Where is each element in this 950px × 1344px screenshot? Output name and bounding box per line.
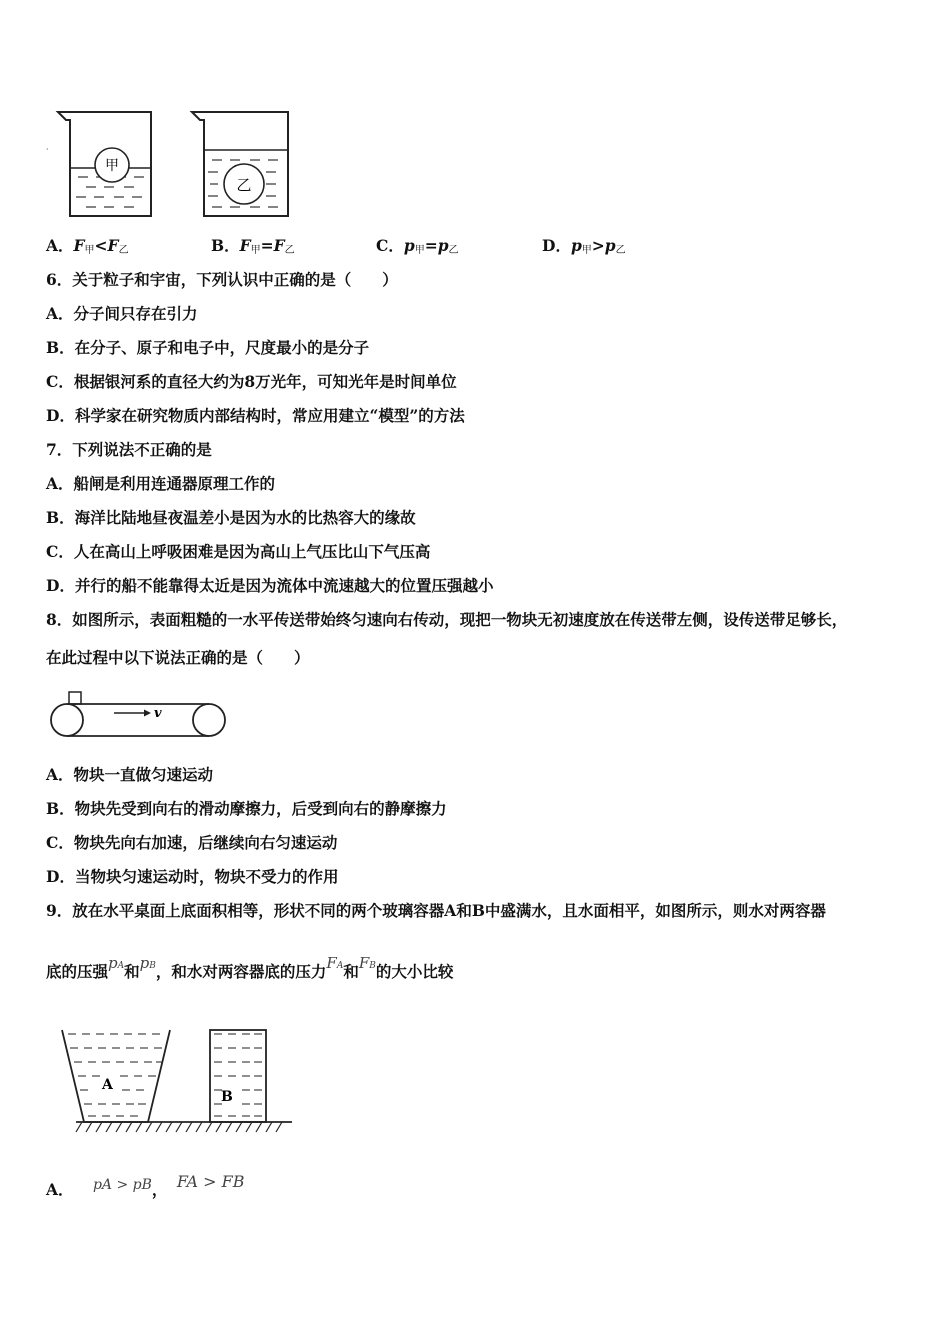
q8-option-a[interactable]: A．物块一直做匀速运动: [46, 765, 214, 784]
q5-option-b[interactable]: B．$F_甲=F_乙$: [211, 236, 295, 256]
q5-option-d[interactable]: D．$p_甲>p_乙$: [542, 236, 626, 256]
velocity-label: v: [154, 706, 162, 721]
q7-stem: 7．下列说法不正确的是: [46, 440, 212, 459]
q9-stem-line1: 9．放在水平桌面上底面积相等，形状不同的两个玻璃容器A和B中盛满水，且水面相平，如图所示，则水对两容器: [46, 901, 826, 920]
q6-option-d[interactable]: D．科学家在研究物质内部结构时，常应用建立“模型”的方法: [46, 406, 465, 425]
q8-option-c[interactable]: C．物块先向右加速，后继续向右匀速运动: [46, 833, 338, 852]
q6-option-a[interactable]: A．分子间只存在引力: [46, 304, 198, 323]
pA-symbol: pA: [108, 954, 125, 972]
FB-symbol: FB: [358, 954, 376, 972]
q6-stem: 6．关于粒子和宇宙，下列认识中正确的是（ ）: [46, 270, 398, 289]
q6-option-c[interactable]: C．根据银河系的直径大约为8万光年，可知光年是时间单位: [46, 372, 457, 391]
q7-option-d[interactable]: D．并行的船不能靠得太近是因为流体中流速越大的位置压强越小: [46, 576, 494, 595]
svg-text:·: ·: [46, 145, 49, 154]
q8-option-d[interactable]: D．当物块匀速运动时，物块不受力的作用: [46, 867, 339, 886]
q8-stem-line1: 8．如图所示，表面粗糙的一水平传送带始终匀速向右传动，现把一物块无初速度放在传送带左侧，设传送带足够长，: [46, 610, 848, 629]
container-a-label: A: [102, 1077, 113, 1093]
q7-option-c[interactable]: C．人在高山上呼吸困难是因为高山上气压比山下气压高: [46, 542, 431, 561]
q9-option-a-expr2: FA > FB: [176, 1172, 245, 1191]
q7-option-b[interactable]: B．海洋比陆地昼夜温差小是因为水的比热容大的缘故: [46, 508, 416, 527]
q7-option-a[interactable]: A．船闸是利用连通器原理工作的: [46, 474, 276, 493]
containers-diagram: [0, 1024, 950, 1144]
conveyor-belt-diagram: [0, 688, 950, 748]
q8-stem-line2: 在此过程中以下说法正确的是（ ）: [46, 648, 310, 667]
pB-symbol: pB: [139, 954, 156, 972]
q9-option-a[interactable]: A． pA > pB， FA > FB: [46, 1172, 245, 1199]
q9-option-a-expr1: pA > pB: [92, 1177, 152, 1193]
beaker-b-label: 乙: [236, 176, 252, 194]
beaker-diagram: [0, 0, 950, 230]
beaker-yi: [192, 112, 288, 216]
q6-option-b[interactable]: B．在分子、原子和电子中，尺度最小的是分子: [46, 338, 370, 357]
beaker-a-label: 甲: [105, 158, 119, 174]
q5-option-c[interactable]: C．$p_甲=p_乙$: [376, 236, 459, 256]
container-b-label: B: [221, 1089, 233, 1105]
q5-option-a[interactable]: A．$F_甲<F_乙$: [46, 236, 129, 256]
FA-symbol: FA: [326, 954, 344, 972]
q8-option-b[interactable]: B．物块先受到向右的滑动摩擦力，后受到向右的静摩擦力: [46, 799, 447, 818]
q9-stem-line2: 底的压强pA和pB，和水对两容器底的压力FA和FB的大小比较: [46, 954, 454, 981]
beaker-jia: [58, 112, 151, 216]
